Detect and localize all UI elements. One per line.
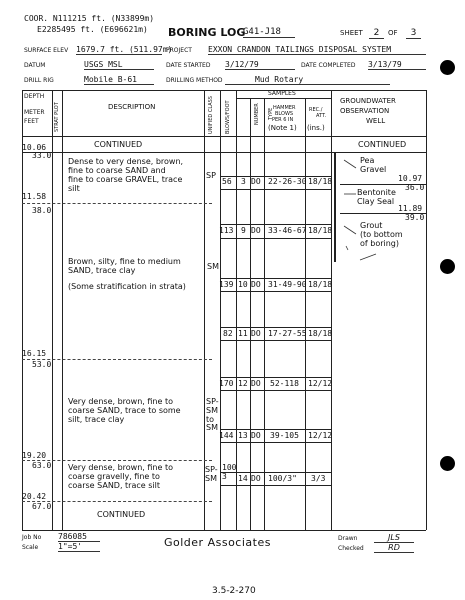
desc-4-line-2: coarse SAND, trace to some — [68, 406, 181, 415]
punch-hole-top — [440, 60, 455, 75]
sample-3-rec: 18/18 — [308, 280, 333, 289]
col-line-class — [220, 90, 221, 530]
sample-6-type: DO — [251, 431, 261, 440]
sample-2-type: DO — [251, 226, 261, 235]
sample-7-rec: 3/3 — [311, 474, 326, 483]
datum-value: USGS MSL — [84, 61, 154, 70]
continued-top: CONTINUED — [94, 140, 143, 149]
sample-1-blows-ft: 56 — [222, 177, 232, 186]
well-grout-1: Grout — [360, 221, 383, 230]
meter-header: METER — [24, 109, 45, 116]
col-line-depth — [52, 90, 53, 530]
continued-bottom: CONTINUED — [97, 510, 146, 519]
blows-foot-header: BLOWS/FOOT — [225, 100, 231, 134]
desc-5-line-1: Very dense, brown, fine to — [68, 463, 173, 472]
sample-7-type: DO — [251, 474, 261, 483]
class-1: SP — [206, 171, 216, 180]
samples-header: SAMPLES — [268, 90, 296, 97]
gw-header-1: GROUNDWATER — [340, 97, 396, 105]
job-no-label: Job No — [22, 534, 42, 541]
scale-label: Scale — [22, 544, 39, 551]
desc-5-line-2: coarse gravelly, fine to — [68, 472, 160, 481]
depth-ft-1: 33.0 — [32, 151, 52, 160]
number-header: NUMBER — [254, 103, 260, 125]
strat-plot-header: STRAT PLOT — [54, 102, 60, 132]
sample-6-top — [220, 429, 331, 430]
well-grout-sketch — [336, 150, 426, 270]
depth-m-2: 11.58 — [22, 192, 47, 201]
samples-header-line — [236, 98, 331, 99]
page-title: BORING LOG — [168, 26, 246, 39]
date-completed-value: 3/13/79 — [368, 61, 426, 70]
sample-6-number: 13 — [238, 431, 248, 440]
coordinates-east: E2285495 ft. (E696621m) — [37, 25, 148, 34]
sheet-total: 3 — [406, 29, 421, 39]
well-depth1-ft: 36.0 — [405, 183, 425, 192]
feet-header: FEET — [24, 118, 39, 125]
description-header: DESCRIPTION — [108, 103, 156, 111]
gw-header-3: WELL — [366, 117, 386, 125]
sample-5-bottom — [220, 390, 331, 391]
rec-unit-header: (ins.) — [307, 124, 325, 132]
drilling-method-label: DRILLING METHOD — [166, 77, 223, 84]
sample-2-number: 9 — [241, 226, 246, 235]
sample-7-hammer: 100/3" — [268, 474, 297, 483]
continued-well: CONTINUED — [358, 140, 407, 149]
desc-4-line-3: silt, trace clay — [68, 415, 125, 424]
column-header-bottom-line — [22, 136, 426, 137]
sample-3-hammer: 31-49-90 — [268, 280, 307, 289]
well-grout-2: (to bottom — [360, 230, 403, 239]
sample-5-top — [220, 377, 331, 378]
desc-2-line-2: SAND, trace clay — [68, 266, 136, 275]
page-reference: 3.5-2-270 — [212, 586, 256, 596]
sample-6-bottom — [220, 442, 331, 443]
sample-2-blows-ft: 113 — [219, 226, 234, 235]
sample-5-number: 12 — [238, 379, 248, 388]
drill-rig-label: DRILL RIG — [24, 77, 54, 84]
rec-header-2: ATT. — [316, 113, 327, 119]
datum-label: DATUM — [24, 62, 46, 69]
type-header: TYPE — [268, 107, 274, 120]
sample-2-hammer: 33-46-67 — [268, 226, 307, 235]
col-line-number — [250, 98, 251, 530]
desc-3-line-1: (Some stratification in strata) — [68, 282, 186, 291]
of-label: OF — [388, 29, 398, 37]
job-no-value: 786085 — [58, 533, 100, 542]
sample-4-top — [220, 327, 331, 328]
sample-4-blows-ft: 82 — [223, 329, 233, 338]
sample-4-hammer: 17-27-55 — [268, 329, 307, 338]
company-name: Golder Associates — [164, 536, 271, 549]
col-line-left — [22, 90, 23, 530]
drill-rig-value: Mobile B-61 — [84, 76, 154, 85]
depth-ft-5: 67.0 — [32, 502, 52, 511]
col-line-blows — [236, 90, 237, 530]
desc-2-line-1: Brown, silty, fine to medium — [68, 257, 181, 266]
sample-7-bottom — [220, 485, 331, 486]
checked-label: Checked — [338, 545, 364, 552]
depth-m-1: 10.06 — [22, 143, 47, 152]
class-2: SM — [207, 262, 219, 271]
scale-value: 1"=5' — [58, 543, 100, 552]
well-depth1: 10.97 — [398, 174, 423, 183]
drawn-value: JLS — [374, 534, 414, 543]
depth-header: DEPTH — [24, 93, 45, 100]
desc-1-line-3: fine to coarse GRAVEL, trace — [68, 175, 183, 184]
sample-7-top — [220, 472, 331, 473]
col-line-desc — [204, 90, 205, 530]
well-pea-gravel-2: Gravel — [360, 165, 387, 174]
depth-ft-2: 38.0 — [32, 206, 52, 215]
desc-1-line-2: fine to coarse SAND and — [68, 166, 166, 175]
sample-5-blows-ft: 170 — [219, 379, 234, 388]
sample-2-top — [220, 224, 331, 225]
well-bentonite-1: Bentonite — [357, 188, 396, 197]
hammer-blows-header-2: BLOWS — [275, 111, 294, 117]
hammer-blows-header-3: PER 6 IN — [272, 117, 294, 123]
col-line-right — [426, 90, 427, 530]
punch-hole-middle — [440, 259, 455, 274]
sample-7-number: 14 — [238, 474, 248, 483]
class-5: SP-SM — [205, 465, 218, 483]
rec-header-1: REC./ — [309, 107, 323, 113]
gw-header-2: OBSERVATION — [340, 107, 390, 115]
sample-3-type: DO — [251, 280, 261, 289]
sample-1-hammer: 22-26-30 — [268, 177, 307, 186]
depth-m-3: 16.15 — [22, 349, 47, 358]
desc-1-line-4: silt — [68, 184, 80, 193]
sample-4-rec: 18/18 — [308, 329, 333, 338]
well-pea-gravel-1: Pea — [360, 156, 375, 165]
well-depth2-ft: 39.0 — [405, 213, 425, 222]
date-started-label: DATE STARTED — [166, 62, 211, 69]
depth-m-5: 20.42 — [22, 492, 47, 501]
depth-line-2 — [22, 203, 212, 204]
project-value: EXXON CRANDON TAILINGS DISPOSAL SYSTEM — [208, 46, 426, 55]
sample-7-blows-ft: 100 3 — [222, 463, 237, 481]
desc-5-line-3: coarse SAND, trace silt — [68, 481, 160, 490]
sample-3-blows-ft: 139 — [219, 280, 234, 289]
sample-4-number: 11 — [238, 329, 248, 338]
sheet-label: SHEET — [340, 29, 363, 37]
depth-ft-3: 53.0 — [32, 360, 52, 369]
col-line-rec — [331, 90, 332, 530]
surface-elev-label: SURFACE ELEV — [24, 47, 69, 54]
drawn-label: Drawn — [338, 535, 358, 542]
sample-4-bottom — [220, 340, 331, 341]
project-label: PROJECT — [166, 47, 192, 54]
col-line-strat — [62, 90, 63, 530]
class-4: SP-SM to SM — [206, 397, 219, 433]
desc-4-line-1: Very dense, brown, fine to — [68, 397, 173, 406]
punch-hole-bottom — [440, 456, 455, 471]
sample-6-rec: 12/12 — [308, 431, 333, 440]
table-top-line — [22, 90, 426, 91]
sample-1-type: DO — [251, 177, 261, 186]
well-depth2: 11.89 — [398, 204, 423, 213]
col-line-hammer — [305, 98, 306, 530]
well-grout-3: of boring) — [360, 239, 400, 248]
sheet-number: 2 — [369, 29, 384, 39]
surface-elev-value: 1679.7 ft. (511.97m) — [76, 45, 173, 54]
hammer-blows-header-1: HAMMER — [273, 105, 296, 111]
sample-3-bottom — [220, 291, 331, 292]
col-line-type — [264, 98, 265, 530]
sample-3-top — [220, 278, 331, 279]
table-bottom-line — [22, 530, 426, 531]
sample-2-bottom — [220, 238, 331, 239]
sample-6-hammer: 39-105 — [270, 431, 299, 440]
note-header: (Note 1) — [268, 124, 297, 132]
sample-3-number: 10 — [238, 280, 248, 289]
sample-6-blows-ft: 144 — [219, 431, 234, 440]
sample-5-hammer: 52-118 — [270, 379, 299, 388]
date-completed-label: DATE COMPLETED — [301, 62, 356, 69]
coordinates-north: COOR. N111215 ft. (N33899m) — [24, 14, 155, 23]
sample-1-rec: 18/18 — [308, 177, 333, 186]
checked-value: RD — [374, 544, 414, 553]
sample-1-bottom — [220, 189, 331, 190]
sample-4-type: DO — [251, 329, 261, 338]
sample-1-number: 3 — [241, 177, 246, 186]
depth-m-4: 19.20 — [22, 451, 47, 460]
sample-5-rec: 12/12 — [308, 379, 333, 388]
well-bentonite-2: Clay Seal — [357, 197, 395, 206]
depth-ft-4: 63.0 — [32, 461, 52, 470]
sample-2-rec: 18/18 — [308, 226, 333, 235]
desc-1-line-1: Dense to very dense, brown, — [68, 157, 184, 166]
unified-class-header: UNIFIED CLASS — [208, 96, 214, 134]
boring-id: G41-J18 — [243, 28, 295, 38]
date-started-value: 3/12/79 — [225, 61, 295, 70]
drilling-method-value: Mud Rotary — [225, 76, 390, 85]
sample-5-type: DO — [251, 379, 261, 388]
